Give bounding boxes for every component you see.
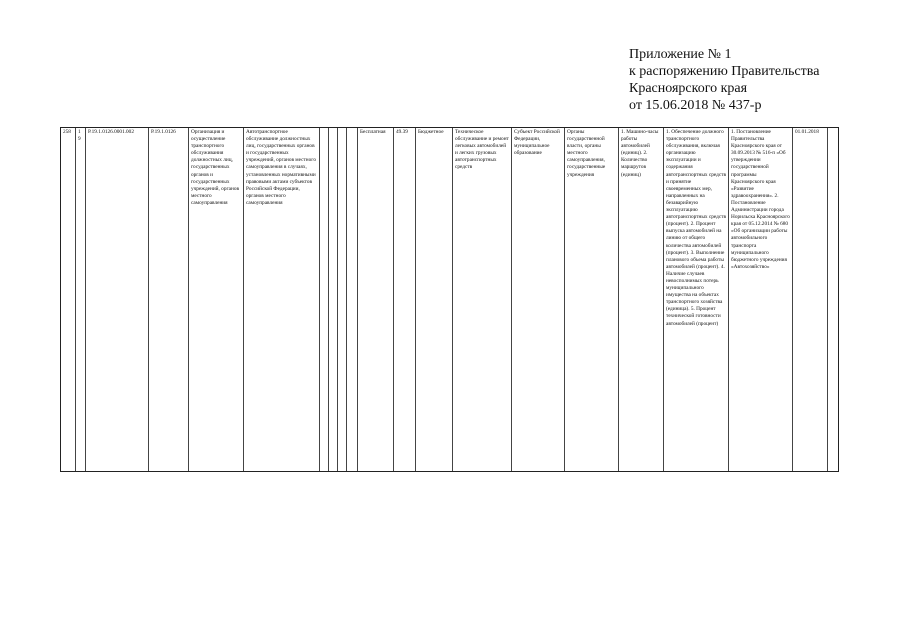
- cell-responsible-level: [512, 128, 565, 471]
- document-header: [629, 46, 889, 114]
- cell-text: Автотранспортное обслуживание должностных лиц, государственных органов и государственных учреждений, органов местного самоуправления в случаях, установленных нормативными правовыми актами субъектов Российской Федерации, органов местного самоуправления: [246, 129, 316, 206]
- cell-text: Организация и осуществление транспортного обслуживания должностных лиц, государственных органов и государственных учреждений, органов местного самоуправления: [191, 129, 239, 206]
- cell-institution-type: [416, 128, 453, 471]
- cell-okved-code: [394, 128, 416, 471]
- cell-text: 19: [78, 129, 81, 143]
- cell-register-code: [86, 128, 149, 471]
- cell-text: Р.19.1.0126.0001.002: [88, 129, 134, 135]
- cell-text: Бесплатная: [360, 129, 386, 135]
- header-line-2: к распоряжению Правительства: [629, 64, 820, 79]
- cell-service-content: [244, 128, 320, 471]
- cell-empty-4: [347, 128, 358, 471]
- header-line-3: Красноярского края: [629, 81, 748, 96]
- header-line-4: от 15.06.2018 № 437-р: [629, 98, 762, 113]
- cell-empty-3: [338, 128, 347, 471]
- header-line-1: Приложение № 1: [629, 47, 732, 62]
- cell-text: 49.39: [396, 129, 408, 135]
- cell-payment-type: [358, 128, 394, 471]
- cell-empty-2: [329, 128, 338, 471]
- cell-consumers: [565, 128, 619, 471]
- cell-empty-1: [320, 128, 329, 471]
- register-table: [60, 127, 839, 472]
- cell-legal-acts: [729, 128, 793, 471]
- cell-service-name: [189, 128, 244, 471]
- cell-text: Субъект Российской Федерации, муниципальное образование: [514, 129, 560, 157]
- cell-volume-indicators: [619, 128, 664, 471]
- cell-row-number: [61, 128, 76, 471]
- cell-text: 1. Обеспечение должного транспортного обслуживания, включая организацию эксплуатации и содержания автотранспортных средств и принятие своевременных мер, направленных на безаварийную эксплуатацию автотранспортных средств (процент). 2. Процент выпуска автомобилей на линию от общего количества автомобилей (процент). 3. Выполнение планового объема работы автомобилей (процент). 4. Наличие случаев невосполнимых потерь муниципального имущества на объектах транспортного хозяйства (единица). 5. Процент технической готовности автомобилей (процент): [666, 129, 726, 327]
- cell-text: 01.01.2018: [795, 129, 819, 135]
- cell-text: 1. Постановление Правительства Красноярского края от 30.09.2013 № 516-п «Об утверждении государственной программы Красноярского края «Развитие здравоохранения». 2. Постановление Администрации города Норильска Красноярского края от 05.12.2014 № 680 «Об организации работы автомобильного транспорта муниципального бюджетного учреждения «Автохозяйство»: [731, 129, 790, 270]
- cell-text: Р.19.1.0126: [151, 129, 176, 135]
- cell-okved-name: [453, 128, 512, 471]
- cell-text: 258: [63, 129, 71, 135]
- cell-text: Техническое обслуживание и ремонт легковых автомобилей и легких грузовых автотранспортных средств: [455, 129, 509, 171]
- cell-text: Бюджетное: [418, 129, 444, 135]
- cell-effective-date: [793, 128, 828, 471]
- cell-text: 1. Машино-часы работы автомобилей (единиц). 2. Количество маршрутов (единиц): [621, 129, 659, 178]
- cell-text: Органы государственной власти, органы местного самоуправления, государственные учреждения: [567, 129, 606, 178]
- cell-empty-last: [828, 128, 838, 471]
- cell-section-number: [76, 128, 86, 471]
- cell-quality-indicators: [664, 128, 729, 471]
- cell-base-code: [149, 128, 189, 471]
